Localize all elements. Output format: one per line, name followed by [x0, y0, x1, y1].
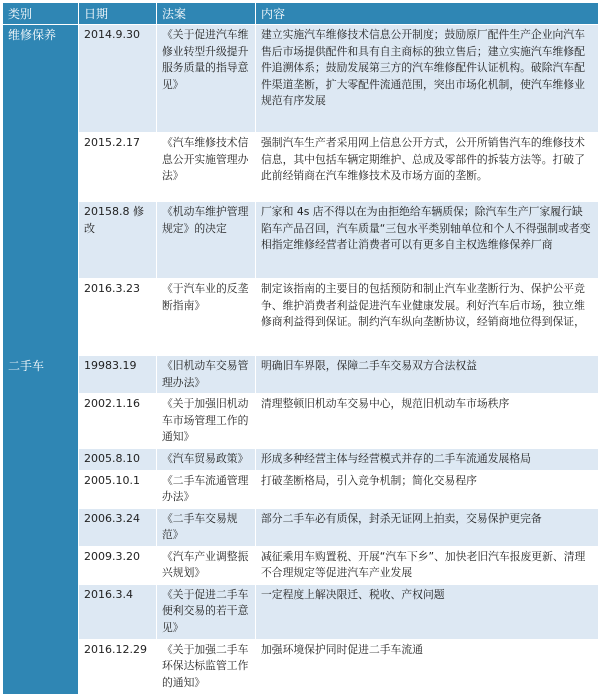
law-cell: 《汽车贸易政策》 — [157, 449, 256, 471]
date-cell: 2005.10.1 — [79, 470, 157, 508]
law-cell: 《二手车交易规范》 — [157, 508, 256, 546]
header-category: 类别 — [3, 3, 79, 25]
date-cell: 2016.12.29 — [79, 639, 157, 694]
table-row — [3, 356, 599, 394]
law-cell: 《关于加强旧机动车市场管理工作的通知》 — [157, 394, 256, 449]
table-row — [3, 449, 599, 471]
law-cell: 《关于促进汽车维修业转型升级提升服务质量的指导意见》 — [157, 25, 256, 133]
content-cell: 厂家和 4s 店不得以在为由拒绝给车辆质保；除汽车生产厂家履行缺陷车产品召回，汽车质量“三包水平类别轴单位和个人不得强制或者变相指定维修经营者让消费者可以有更多自主权选维修保养厂商 — [256, 202, 599, 279]
category-cell: 二手车 — [3, 356, 79, 695]
header-law: 法案 — [157, 3, 256, 25]
date-cell: 2016.3.23 — [79, 279, 157, 356]
table-row — [3, 394, 599, 449]
table-row — [3, 508, 599, 546]
content-cell: 强制汽车生产者采用网上信息公开方式，公开所销售汽车的维修技术信息，其中包括车辆定期维护、总成及零部件的拆装方法等。打破了此前经销商在汽车维修技术及市场方面的垄断。 — [256, 133, 599, 202]
table-row — [3, 470, 599, 508]
header-content: 内容 — [256, 3, 599, 25]
content-cell: 清理整顿旧机动车交易中心，规范旧机动车市场秩序 — [256, 394, 599, 449]
law-cell: 《机动车维护管理规定》的决定 — [157, 202, 256, 279]
content-cell: 减征乘用车购置税、开展“汽车下乡”、加快老旧汽车报废更新、清理不合理规定等促进汽车产业发展 — [256, 546, 599, 584]
table-row — [3, 25, 599, 133]
content-cell: 一定程度上解决限迁、税收、产权问题 — [256, 584, 599, 639]
date-cell: 20158.8 修改 — [79, 202, 157, 279]
content-cell: 形成多种经营主体与经营模式并存的二手车流通发展格局 — [256, 449, 599, 471]
header-row — [3, 3, 599, 25]
content-cell: 部分二手车必有质保，封杀无证网上拍卖，交易保护更完备 — [256, 508, 599, 546]
date-cell: 2009.3.20 — [79, 546, 157, 584]
date-cell: 2015.2.17 — [79, 133, 157, 202]
law-cell: 《关于促进二手车便利交易的若干意见》 — [157, 584, 256, 639]
table-row — [3, 639, 599, 694]
date-cell: 2006.3.24 — [79, 508, 157, 546]
date-cell: 2014.9.30 — [79, 25, 157, 133]
date-cell: 2016.3.4 — [79, 584, 157, 639]
law-cell: 《于汽车业的反垄断指南》 — [157, 279, 256, 356]
law-cell: 《旧机动车交易管理办法》 — [157, 356, 256, 394]
table-row — [3, 202, 599, 279]
date-cell: 2002.1.16 — [79, 394, 157, 449]
table-row — [3, 133, 599, 202]
content-cell: 明确旧车界限，保障二手车交易双方合法权益 — [256, 356, 599, 394]
date-cell: 19983.19 — [79, 356, 157, 394]
law-cell: 《汽车产业调整振兴规划》 — [157, 546, 256, 584]
law-cell: 《汽车维修技术信息公开实施管理办法》 — [157, 133, 256, 202]
law-cell: 《二手车流通管理办法》 — [157, 470, 256, 508]
content-cell: 打破垄断格局，引入竞争机制；简化交易程序 — [256, 470, 599, 508]
content-cell: 制定该指南的主要目的包括预防和制止汽车业垄断行为、保护公平竞争、维护消费者利益促进汽车业健康发展。利好汽车后市场，独立维修商利益得到保证。制约汽车纵向垄断协议，经销商地位得到保证， — [256, 279, 599, 356]
policy-table — [2, 2, 599, 695]
table-row — [3, 279, 599, 356]
date-cell: 2005.8.10 — [79, 449, 157, 471]
content-cell: 加强环境保护同时促进二手车流通 — [256, 639, 599, 694]
law-cell: 《关于加强二手车环保达标监管工作的通知》 — [157, 639, 256, 694]
category-cell: 维修保养 — [3, 25, 79, 356]
content-cell: 建立实施汽车维修技术信息公开制度；鼓励原厂配件生产企业向汽车售后市场提供配件和具有自主商标的独立售后；建立实施汽车维修配件追溯体系；鼓励发展第三方的汽车维修配件认证机构。破除汽车配件渠道垄断，扩大零配件流通范围，突出市场化机制，使汽车维修业规范有序发展 — [256, 25, 599, 133]
header-date: 日期 — [79, 3, 157, 25]
table-row — [3, 546, 599, 584]
table-row — [3, 584, 599, 639]
